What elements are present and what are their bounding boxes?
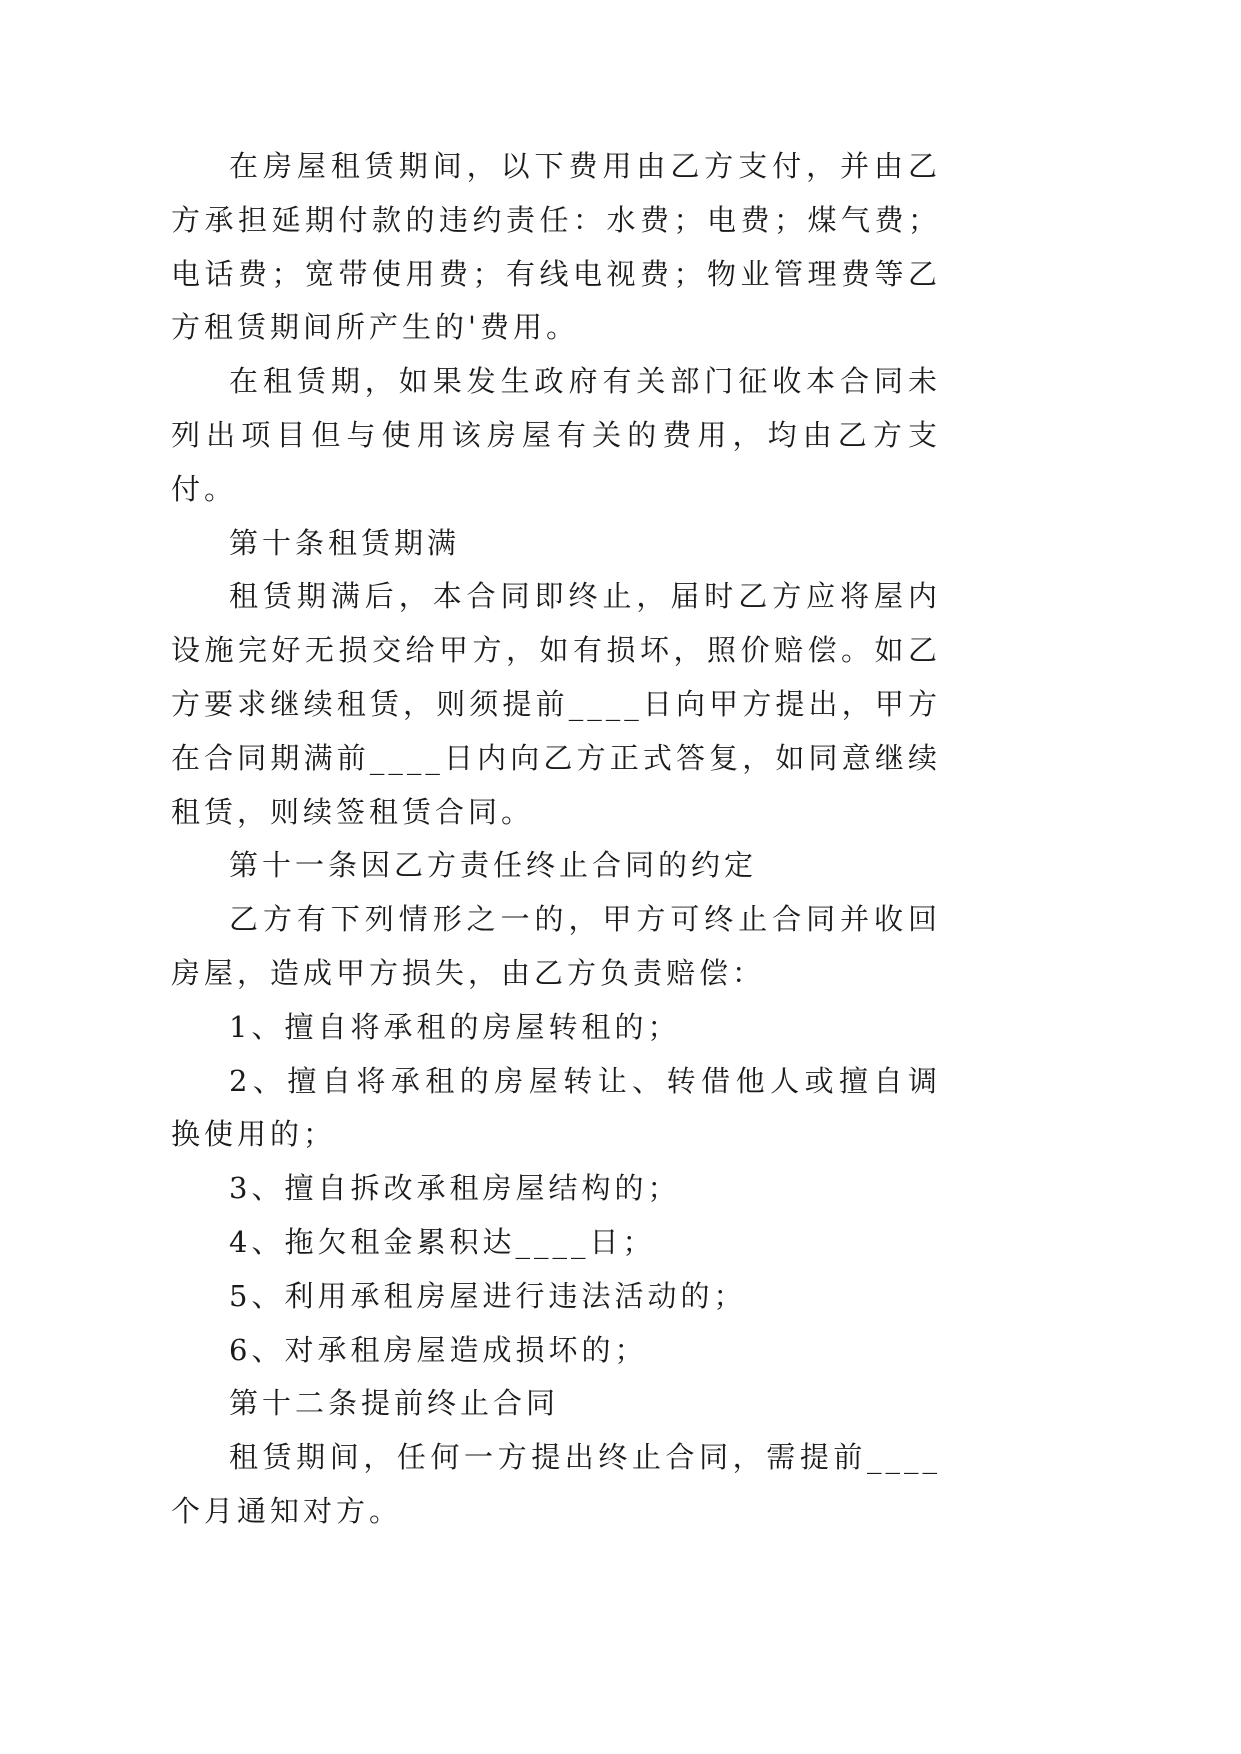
list-item-4: 4、拖欠租金累积达____日； bbox=[229, 1224, 656, 1259]
list-item-6: 6、对承租房屋造成损坏的； bbox=[229, 1332, 648, 1367]
heading-article-10: 第十条租赁期满 bbox=[229, 525, 461, 560]
list-item-3: 3、擅自拆改承租房屋结构的； bbox=[229, 1171, 681, 1206]
heading-article-12: 第十二条提前终止合同 bbox=[229, 1386, 560, 1421]
document-body bbox=[171, 140, 941, 1539]
paragraph-government-fees: 在租赁期，如果发生政府有关部门征收本合同未列出项目但与使用该房屋有关的费用，均由乙方支付。 bbox=[171, 364, 941, 506]
heading-article-11: 第十一条因乙方责任终止合同的约定 bbox=[229, 848, 758, 883]
list-item-2: 2、擅自将承租的房屋转让、转借他人或擅自调换使用的； bbox=[171, 1063, 941, 1152]
list-item-5: 5、利用承租房屋进行违法活动的； bbox=[229, 1278, 747, 1313]
paragraph-lease-expiry: 租赁期满后，本合同即终止，届时乙方应将屋内设施完好无损交给甲方，如有损坏，照价赔偿。如乙方要求继续租赁，则须提前____日向甲方提出，甲方在合同期满前____日内向乙方正式答复，如同意继续租赁，则续签租赁合同。 bbox=[171, 579, 941, 829]
paragraph-early-termination: 租赁期间，任何一方提出终止合同，需提前____个月通知对方。 bbox=[171, 1440, 941, 1528]
list-item-1: 1、擅自将承租的房屋转租的； bbox=[229, 1009, 681, 1044]
paragraph-termination-conditions: 乙方有下列情形之一的，甲方可终止合同并收回房屋，造成甲方损失，由乙方负责赔偿： bbox=[171, 902, 941, 990]
paragraph-fees: 在房屋租赁期间，以下费用由乙方支付，并由乙方承担延期付款的违约责任：水费；电费；煤气费；电话费；宽带使用费；有线电视费；物业管理费等乙方租赁期间所产生的'费用。 bbox=[171, 149, 941, 345]
